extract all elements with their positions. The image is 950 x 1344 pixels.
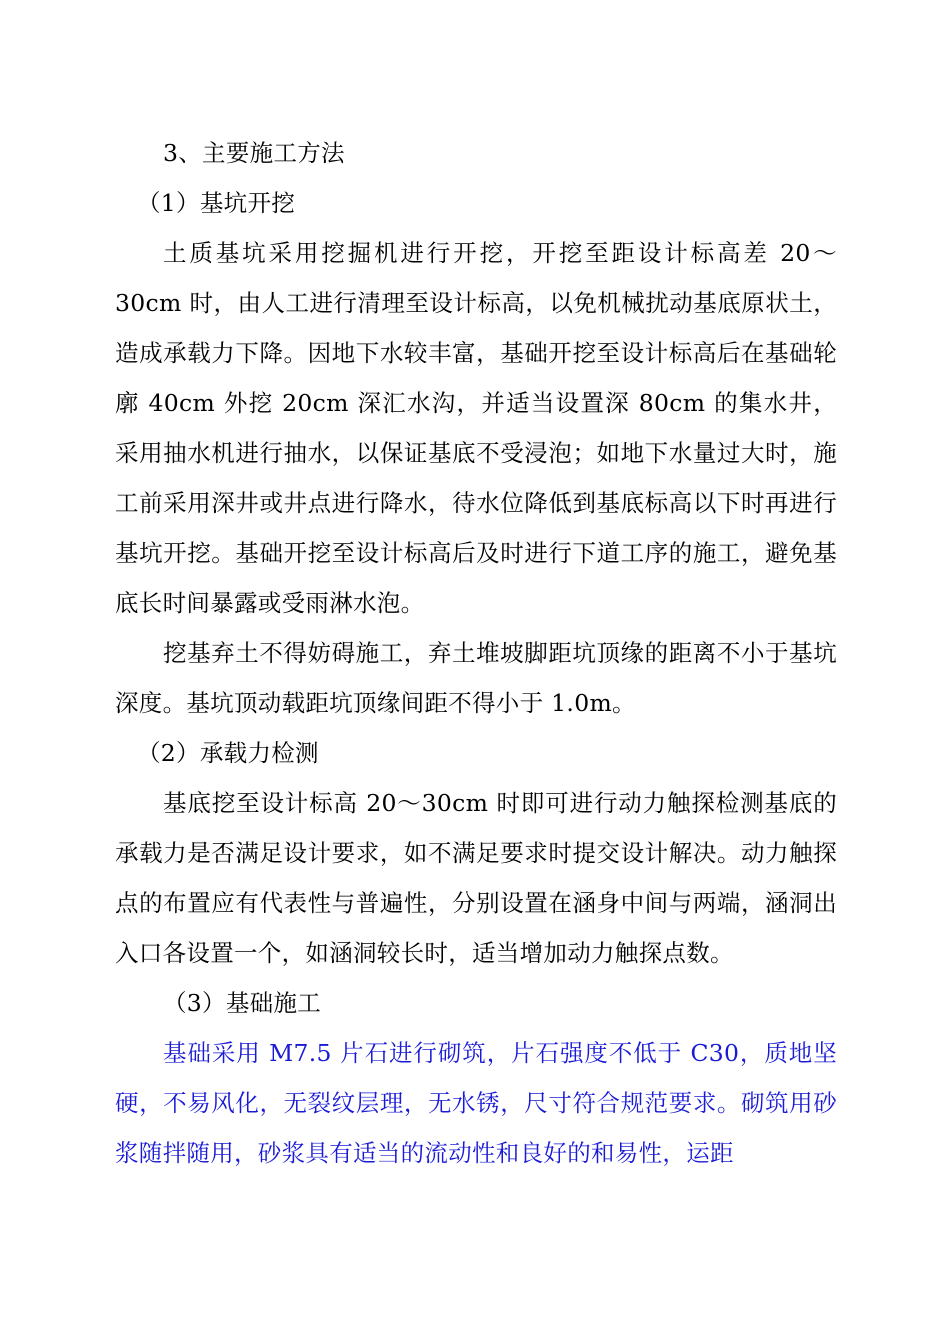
subsection-heading-excavation: （1）基坑开挖 xyxy=(137,189,296,217)
paragraph-spoil: 挖基弃土不得妨碍施工，弃土堆坡脚距坑顶缘的距离不小于基坑深度。基坑顶动载距坑顶缘间距不得小于 1.0m。 xyxy=(115,639,837,717)
subsection-heading-bearing-test: （2）承载力检测 xyxy=(137,739,319,767)
paragraph-foundation: 基础采用 M7.5 片石进行砌筑，片石强度不低于 C30，质地坚硬，不易风化，无裂纹层理，无水锈，尺寸符合规范要求。砌筑用砂浆随拌随用，砂浆具有适当的流动性和良好的和易性，运距 xyxy=(115,1039,837,1167)
subsection-heading-foundation: （3）基础施工 xyxy=(163,989,322,1017)
section-heading: 3、主要施工方法 xyxy=(163,139,345,167)
paragraph-bearing-test: 基底挖至设计标高 20～30cm 时即可进行动力触探检测基底的承载力是否满足设计要求，如不满足要求时提交设计解决。动力触探点的布置应有代表性与普遍性，分别设置在涵身中间与两端，涵洞出入口各设置一个，如涵洞较长时，适当增加动力触探点数。 xyxy=(115,789,837,967)
paragraph-excavation: 土质基坑采用挖掘机进行开挖，开挖至距设计标高差 20～30cm 时，由人工进行清理至设计标高，以免机械扰动基底原状土，造成承载力下降。因地下水较丰富，基础开挖至设计标高后在基础轮廓 40cm 外挖 20cm 深汇水沟，并适当设置深 80cm 的集水井，采用抽水机进行抽水，以保证基底不受浸泡；如地下水量过大时，施工前采用深井或井点进行降水，待水位降低到基底标高以下时再进行基坑开挖。基础开挖至设计标高后及时进行下道工序的施工，避免基底长时间暴露或受雨淋水泡。 xyxy=(115,239,837,617)
document-body xyxy=(115,128,837,1178)
